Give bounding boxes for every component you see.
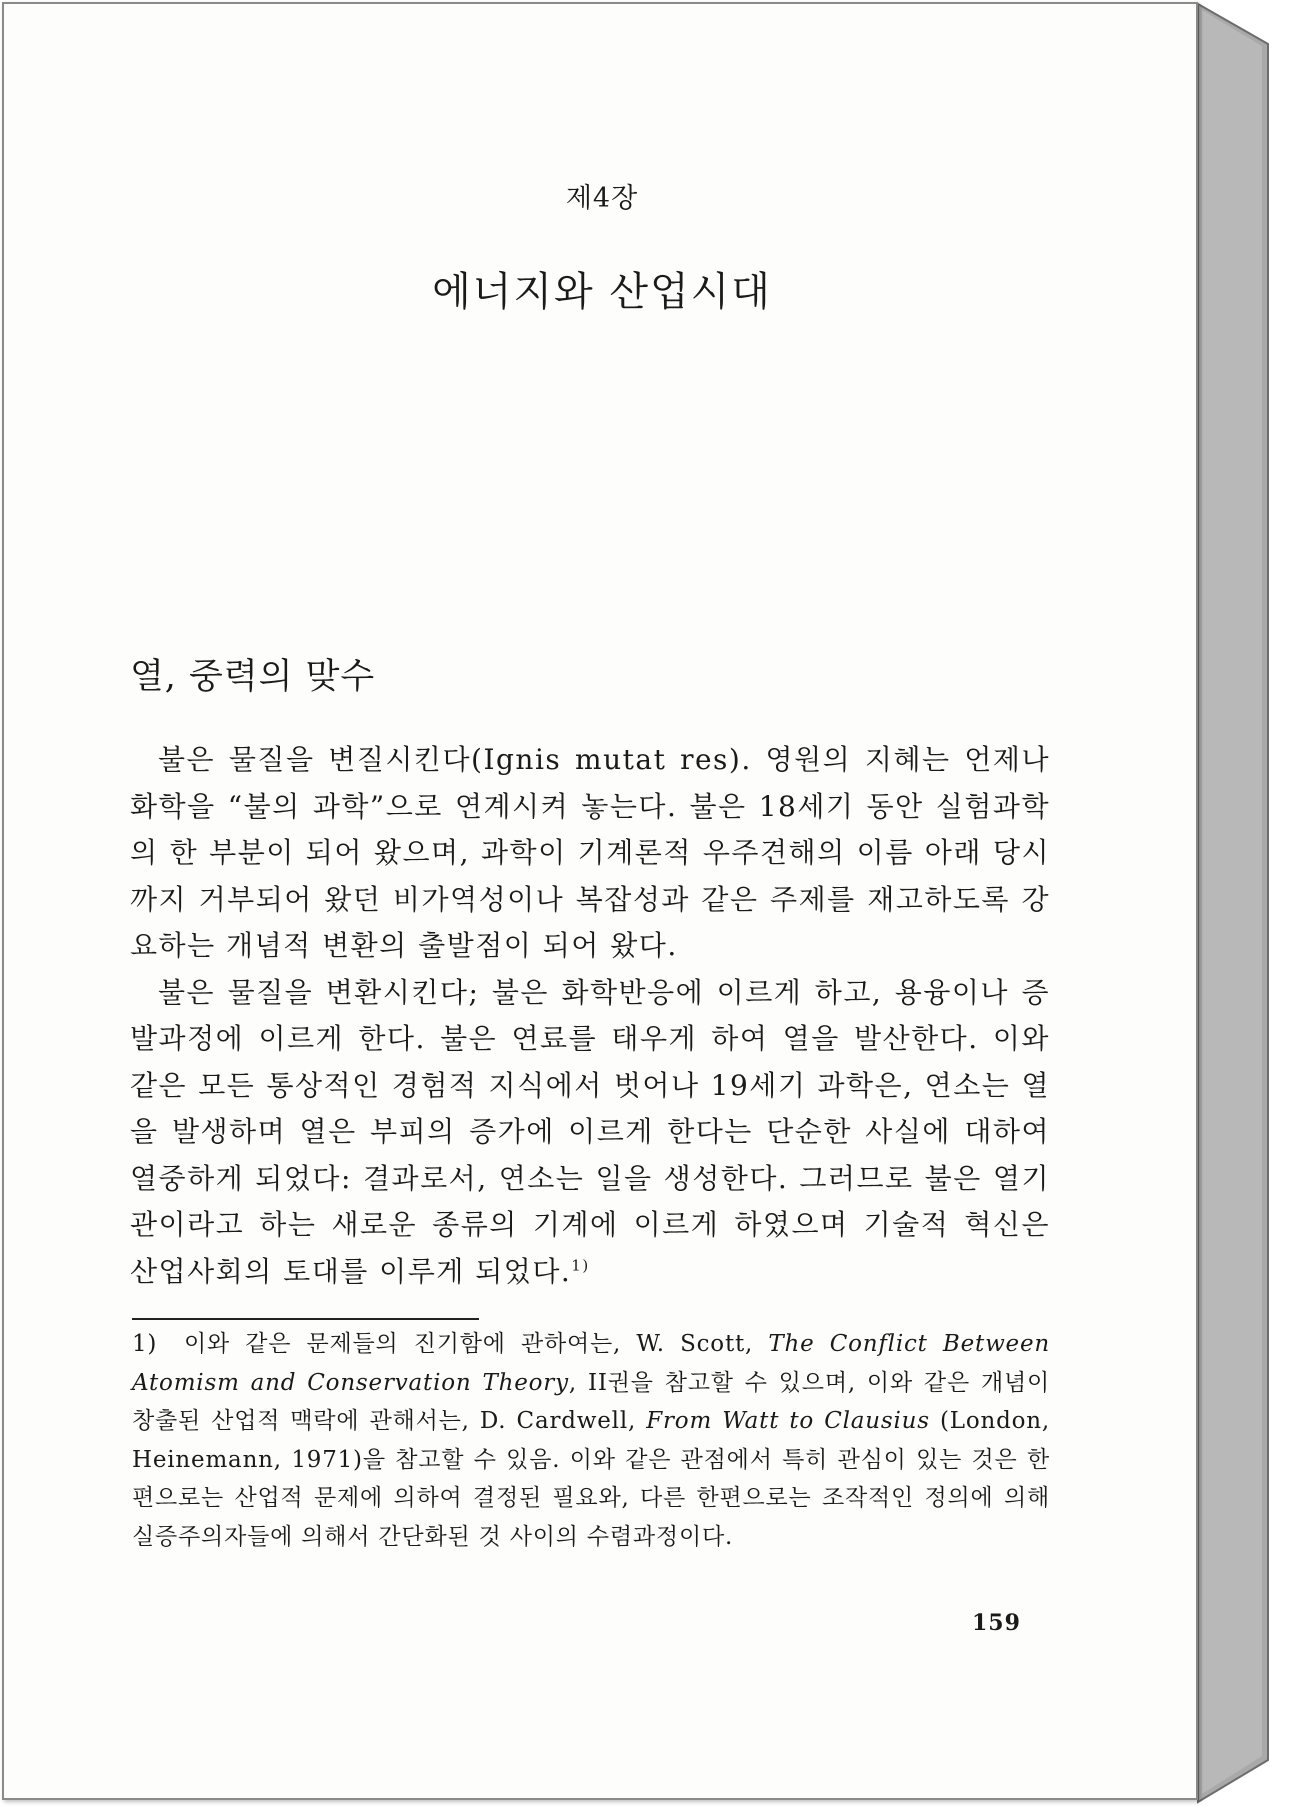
- chapter-title: 에너지와 산업시대: [432, 269, 772, 315]
- footnote-text-part3: (London, Heinemann, 1971)을 참고할 수 있음. 이와 같은 관점에서 특히 관심이 있는 것은 한편으로는 산업적 문제에 의하여 결정된 필요와, 다른 한편으로는 조작적인 정의에 의해 실증주의자들에 의해서 간단화된 것 사이의 수렴과정이다.: [132, 1408, 1050, 1550]
- footnote-text-part2: , II권을 참고할 수 있으며, 이와 같은 개념이 창출된 산업적 맥락에 관해서는, D. Cardwell,: [132, 1369, 1050, 1434]
- footnote-divider: [132, 1318, 479, 1320]
- footnote-title-1: The Conflict Between Atomism and Conservation Theory: [132, 1331, 1050, 1396]
- paragraph-2: [130, 970, 1050, 1296]
- paragraph-1: [130, 737, 1050, 970]
- footnote: [132, 1325, 1050, 1556]
- paragraph-2-text: 불은 물질을 변환시킨다; 불은 화학반응에 이르게 하고, 용융이나 증발과정에 이르게 한다. 불은 연료를 태우게 하여 열을 발산한다. 이와 같은 모든 통상적인 경험적 지식에서 벗어나 19세기 과학은, 연소는 열을 발생하며 열은 부피의 증가에 이르게 한다는 단순한 사실에 대하여 열중하게 되었다: 결과로서, 연소는 일을 생성한다. 그러므로 불은 열기관이라고 하는 새로운 종류의 기계에 이르게 하였으며 기술적 혁신은 산업사회의 토대를 이루게 되었다.: [130, 975, 1050, 1288]
- paragraph-1-text: 불은 물질을 변질시킨다(Ignis mutat res). 영원의 지혜는 언제나 화학을 “불의 과학”으로 연계시켜 놓는다. 불은 18세기 동안 실험과학의 한 부분이 되어 왔으며, 과학이 기계론적 우주견해의 이름 아래 당시까지 거부되어 왔던 비가역성이나 복잡성과 같은 주제를 재고하도록 강요하는 개념적 변환의 출발점이 되어 왔다.: [130, 743, 1050, 962]
- footnote-marker: 1): [132, 1331, 158, 1357]
- footnote-title-2: From Watt to Clausius: [646, 1408, 930, 1434]
- book-side-edge-highlight: [1202, 10, 1262, 1794]
- page-number: 159: [972, 1610, 1021, 1636]
- footnote-reference[interactable]: 1): [571, 1256, 590, 1275]
- body-text: [130, 737, 1050, 1295]
- chapter-label: 제4장: [565, 183, 639, 214]
- footnote-text-part1: 이와 같은 문제들의 진기함에 관하여는, W. Scott,: [184, 1331, 769, 1357]
- book-page: [2, 2, 1198, 1800]
- section-heading: 열, 중력의 맞수: [130, 657, 376, 697]
